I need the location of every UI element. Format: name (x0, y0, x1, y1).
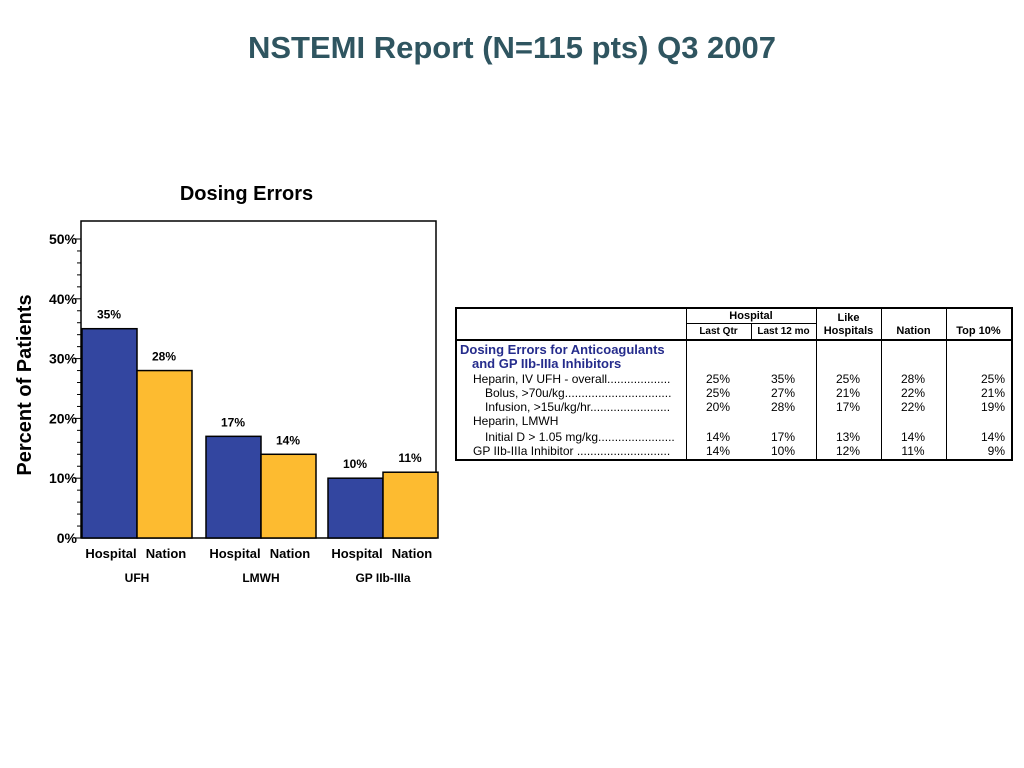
y-tick-label: 20% (48, 410, 77, 427)
bar (137, 371, 192, 538)
dosing-errors-chart (0, 210, 450, 590)
row-value: 9% (987, 444, 1005, 458)
row-value: 22% (900, 400, 926, 414)
bar (328, 478, 383, 538)
table-row (457, 372, 1011, 386)
bar (82, 329, 137, 538)
bar-value-label: 14% (275, 433, 301, 448)
header-last-qtr: Last Qtr (699, 326, 738, 337)
row-value: 28% (770, 400, 796, 414)
row-value: 28% (900, 372, 926, 386)
section-title (460, 343, 665, 371)
row-label: Initial D > 1.05 mg/kg....................... (485, 430, 675, 444)
bar (383, 472, 438, 538)
chart-title: Dosing Errors (179, 183, 314, 205)
bar (206, 436, 261, 538)
bar-value-label: 35% (96, 307, 122, 322)
row-value: 14% (705, 444, 731, 458)
row-label: Infusion, >15u/kg/hr........................ (485, 400, 671, 414)
row-value: 19% (980, 400, 1005, 414)
row-value: 13% (835, 430, 861, 444)
row-label: Bolus, >70u/kg................................ (485, 386, 672, 400)
y-tick-label: 40% (48, 290, 77, 307)
row-value: 21% (980, 386, 1005, 400)
header-like-hospitals (816, 312, 881, 338)
row-value: 27% (770, 386, 796, 400)
bar-category-label: Hospital (209, 546, 261, 561)
dosing-errors-table (455, 307, 1013, 461)
row-value: 14% (980, 430, 1005, 444)
y-tick-label: 10% (48, 470, 77, 487)
bar-value-label: 10% (342, 457, 368, 472)
bar-category-label: Hospital (331, 546, 383, 561)
row-value: 17% (770, 430, 796, 444)
row-label: GP IIb-IIIa Inhibitor ............................ (473, 444, 671, 458)
group-label: GP IIb-IIIa (355, 571, 411, 585)
section-title-line1: Dosing Errors for Anticoagulants (460, 342, 665, 357)
row-value: 25% (980, 372, 1005, 386)
group-label: LMWH (242, 571, 280, 585)
bar-category-label: Nation (269, 546, 311, 561)
row-label: Heparin, LMWH (473, 414, 559, 428)
row-value: 12% (835, 444, 861, 458)
group-label: UFH (124, 571, 150, 585)
bar-value-label: 11% (398, 451, 422, 466)
table-row (457, 400, 1011, 414)
row-value: 14% (900, 430, 926, 444)
hospital-group-underline (686, 323, 816, 324)
bar-category-label: Nation (145, 546, 187, 561)
header-last-12-mo: Last 12 mo (757, 326, 810, 337)
table-row (457, 414, 1011, 428)
row-value: 14% (705, 430, 731, 444)
row-label: Heparin, IV UFH - overall................... (473, 372, 671, 386)
y-tick-label: 50% (48, 231, 77, 247)
page-title: NSTEMI Report (N=115 pts) Q3 2007 (247, 30, 777, 65)
row-value: 10% (770, 444, 796, 458)
header-like-line1: Like (837, 312, 860, 324)
row-value: 11% (901, 444, 925, 458)
header-hospital: Hospital (729, 310, 773, 322)
row-value: 25% (705, 372, 731, 386)
y-tick-label: 30% (48, 350, 77, 367)
y-axis-label: Percent of Patients (14, 294, 36, 476)
row-value: 22% (900, 386, 926, 400)
row-value: 25% (835, 372, 861, 386)
bar (261, 454, 316, 538)
bar-value-label: 17% (220, 415, 246, 430)
header-top-10: Top 10% (956, 325, 1001, 337)
section-title-line2: and GP IIb-IIIa Inhibitors (472, 356, 622, 371)
row-value: 21% (835, 386, 861, 400)
table-row (457, 444, 1011, 458)
bar-category-label: Nation (391, 546, 433, 561)
row-value: 25% (705, 386, 731, 400)
table-row (457, 430, 1011, 444)
bar-category-label: Hospital (85, 546, 137, 561)
y-tick-label: 0% (56, 530, 77, 546)
bar-value-label: 28% (151, 349, 177, 364)
header-divider (457, 339, 1011, 341)
header-nation: Nation (896, 325, 931, 337)
header-like-line2: Hospitals (823, 325, 874, 337)
row-value: 20% (705, 400, 731, 414)
row-value: 35% (770, 372, 796, 386)
row-value: 17% (835, 400, 861, 414)
table-row (457, 386, 1011, 400)
